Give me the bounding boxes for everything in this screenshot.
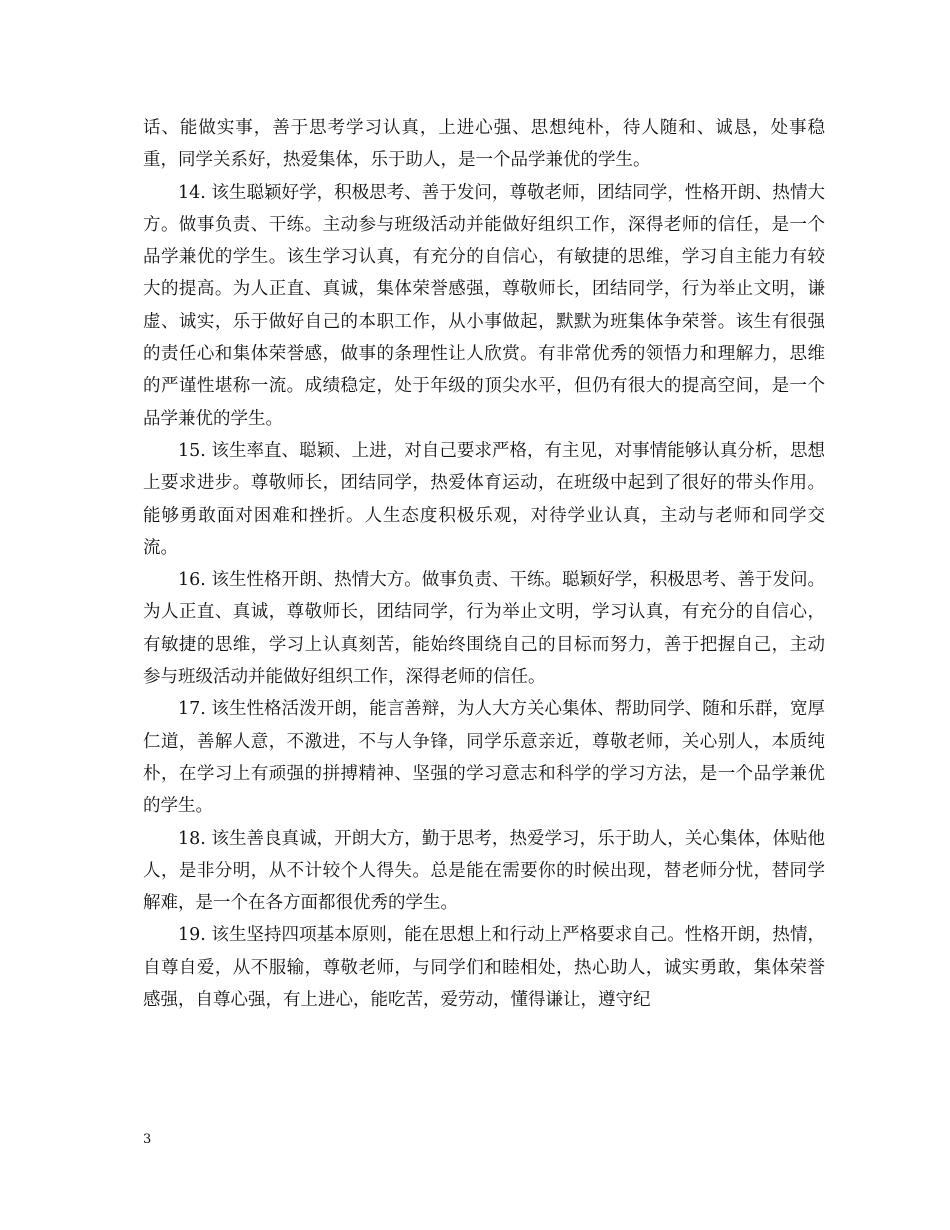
paragraph-item-19: 19. 该生坚持四项基本原则，能在思想上和行动上严格要求自己。性格开朗，热情，自尊自爱，从不服输，尊敬老师，与同学们和睦相处，热心助人，诚实勇敢，集体荣誉感强，自尊心强，有上进心，能吃苦，爱劳动，懂得谦让，遵守纪 — [143, 925, 825, 1011]
paragraph-item-18: 18. 该生善良真诚，开朗大方，勤于思考，热爱学习，乐于助人，关心集体，体贴他人，是非分明，从不计较个人得失。总是能在需要你的时候出现，替老师分忧，替同学解难，是一个在各方面都很优秀的学生。 — [143, 828, 825, 914]
paragraph-item-14: 14. 该生聪颖好学，积极思考、善于发问，尊敬老师，团结同学，性格开朗、热情大方。做事负责、干练。主动参与班级活动并能做好组织工作，深得老师的信任，是一个品学兼优的学生。该生学习认真，有充分的自信心，有敏捷的思维，学习自主能力有较大的提高。为人正直、真诚，集体荣誉感强，尊敬师长，团结同学，行为举止文明，谦虚、诚实，乐于做好自己的本职工作，从小事做起，默默为班集体争荣誉。该生有很强的责任心和集体荣誉感，做事的条理性让人欣赏。有非常优秀的领悟力和理解力，思维的严谨性堪称一流。成绩稳定，处于年级的顶尖水平，但仍有很大的提高空间，是一个品学兼优的学生。 — [143, 182, 825, 429]
paragraph-item-15: 15. 该生率直、聪颖、上进，对自己要求严格，有主见，对事情能够认真分析，思想上要求进步。尊敬师长，团结同学，热爱体育运动，在班级中起到了很好的带头作用。能够勇敢面对困难和挫折。人生态度积极乐观，对待学业认真，主动与老师和同学交流。 — [143, 440, 825, 558]
page-number: 3 — [143, 1132, 152, 1147]
paragraph-item-16: 16. 该生性格开朗、热情大方。做事负责、干练。聪颖好学，积极思考、善于发问。为人正直、真诚，尊敬师长，团结同学，行为举止文明，学习认真，有充分的自信心，有敏捷的思维，学习上认真刻苦，能始终围绕自己的目标而努力，善于把握自己，主动参与班级活动并能做好组织工作，深得老师的信任。 — [143, 570, 825, 688]
document-body — [143, 112, 825, 1016]
paragraph-continuation: 话、能做实事，善于思考学习认真，上进心强、思想纯朴，待人随和、诚恳，处事稳重，同学关系好，热爱集体，乐于助人，是一个品学兼优的学生。 — [143, 118, 825, 171]
paragraph-item-17: 17. 该生性格活泼开朗，能言善辩，为人大方关心集体、帮助同学、随和乐群，宽厚仁道，善解人意，不激进，不与人争锋，同学乐意亲近，尊敬老师，关心别人，本质纯朴，在学习上有顽强的拼搏精神、坚强的学习意志和科学的学习方法，是一个品学兼优的学生。 — [143, 699, 825, 817]
